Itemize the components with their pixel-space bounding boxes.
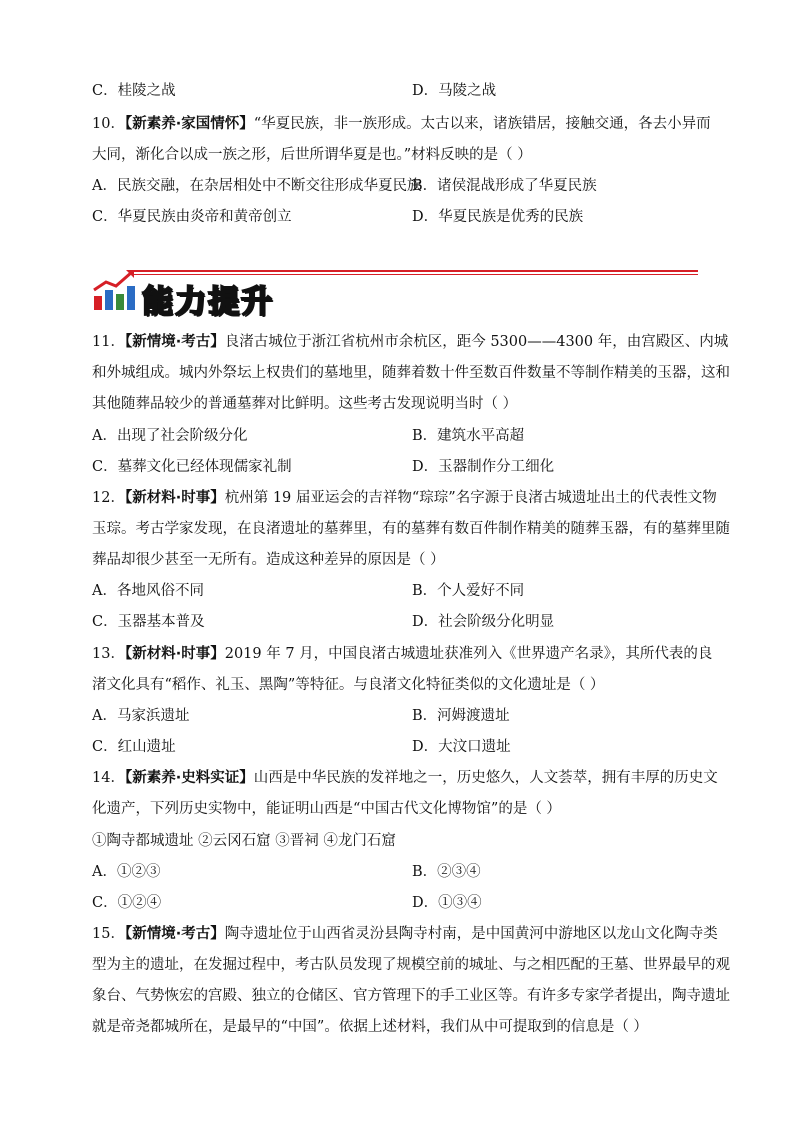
q12-option-b: B．个人爱好不同 (412, 583, 525, 599)
q10-option-a: A．民族交融，在杂居相处中不断交往形成华夏民族 (92, 178, 422, 194)
q10-option-d: D．华夏民族是优秀的民族 (412, 209, 584, 225)
q13-option-b: B．河姆渡遗址 (412, 708, 510, 724)
q14-option-b: B．②③④ (412, 864, 481, 880)
q10-tag: 【新素养·家国情怀】 (124, 116, 254, 132)
q12-text1: 杭州第 19 届亚运会的吉祥物“琮琮”名字源于良渚古城遗址出土的代表性文物 (224, 490, 717, 506)
q14-stem-line1 (92, 768, 718, 788)
q15-text1: 陶寺遗址位于山西省灵汾县陶寺村南，是中国黄河中游地区以龙山文化陶寺类 (224, 926, 718, 942)
q9-option-d: D．马陵之战 (412, 83, 497, 99)
q11-option-a: A．出现了社会阶级分化 (92, 428, 248, 444)
q15-stem-line2: 型为主的遗址，在发掘过程中，考古队员发现了规模空前的城址、与之相匹配的王墓、世界最早的观 (92, 957, 730, 973)
section-title: 能力提升 (142, 284, 274, 320)
q12-stem-line3: 葬品却很少甚至一无所有。造成这种差异的原因是（ ） (92, 552, 445, 568)
q14-option-d: D．①③④ (412, 895, 482, 911)
q13-option-a: A．马家浜遗址 (92, 708, 190, 724)
q15-number: 15． (92, 926, 125, 942)
q13-option-d: D．大汶口遗址 (412, 739, 511, 755)
q11-option-d: D．玉器制作分工细化 (412, 459, 555, 475)
q14-option-c: C．①②④ (92, 895, 162, 911)
q13-text1: 2019 年 7 月，中国良渚古城遗址获准列入《世界遗产名录》，其所代表的良 (224, 646, 713, 662)
q10-number: 10． (92, 116, 125, 132)
q13-stem-line1 (92, 644, 713, 664)
q13-stem-line2: 渚文化具有“稻作、礼玉、黑陶”等特征。与良渚文化特征类似的文化遗址是（ ） (92, 677, 605, 693)
banner-rule (132, 270, 698, 272)
q10-stem-line2: 大同，渐化合以成一族之形，后世所谓华夏是也。”材料反映的是（ ） (92, 147, 532, 163)
q10-option-b: B．诸侯混战形成了华夏民族 (412, 178, 597, 194)
q9-option-c: C．桂陵之战 (92, 83, 176, 99)
q11-stem-line3: 其他随葬品较少的普通墓葬对比鲜明。这些考古发现说明当时（ ） (92, 396, 518, 412)
q11-option-b: B．建筑水平高超 (412, 428, 525, 444)
q11-option-c: C．墓葬文化已经体现儒家礼制 (92, 459, 292, 475)
q12-option-a: A．各地风俗不同 (92, 583, 204, 599)
q10-text1: “华夏民族，非一族形成。太古以来，诸族错居，接触交通，各去小异而 (253, 116, 711, 132)
q12-stem-line2: 玉琮。考古学家发现，在良渚遗址的墓葬里，有的墓葬有数百件制作精美的随葬玉器，有的墓葬里随 (92, 521, 730, 537)
q12-option-d: D．社会阶级分化明显 (412, 614, 555, 630)
q12-number: 12． (92, 490, 125, 506)
q11-number: 11． (92, 334, 125, 350)
q15-stem-line4: 就是帝尧都城所在，是最早的“中国”。依据上述材料，我们从中可提取到的信息是（ ） (92, 1019, 648, 1035)
q15-tag: 【新情境·考古】 (124, 926, 225, 942)
q11-tag: 【新情境·考古】 (124, 334, 225, 350)
q12-stem-line1 (92, 488, 717, 508)
q15-stem-line1 (92, 924, 718, 944)
q12-tag: 【新材料·时事】 (124, 490, 225, 506)
banner-rule-thin (132, 274, 698, 275)
q14-option-a: A．①②③ (92, 864, 161, 880)
q13-tag: 【新材料·时事】 (124, 646, 225, 662)
q14-text1: 山西是中华民族的发祥地之一，历史悠久，人文荟萃，拥有丰厚的历史文 (253, 770, 718, 786)
q11-stem-line1 (92, 332, 729, 352)
q14-tag: 【新素养·史料实证】 (124, 770, 254, 786)
q13-option-c: C．红山遗址 (92, 739, 176, 755)
q14-items: ①陶寺都城遗址 ②云冈石窟 ③晋祠 ④龙门石窟 (92, 833, 396, 849)
q14-number: 14． (92, 770, 125, 786)
q11-stem-line2: 和外城组成。城内外祭坛上权贵们的墓地里，随葬着数十件至数百件数量不等制作精美的玉器，这和 (92, 365, 730, 381)
q10-option-c: C．华夏民族由炎帝和黄帝创立 (92, 209, 292, 225)
q10-stem-line1 (92, 114, 711, 134)
q13-number: 13． (92, 646, 125, 662)
section-banner (92, 262, 698, 322)
q14-stem-line2: 化遗产，下列历史实物中，能证明山西是“中国古代文化博物馆”的是（ ） (92, 801, 561, 817)
q12-option-c: C．玉器基本普及 (92, 614, 205, 630)
q11-text1: 良渚古城位于浙江省杭州市余杭区，距今 5300——4300 年，由宫殿区、内城 (224, 334, 729, 350)
q15-stem-line3: 象台、气势恢宏的宫殿、独立的仓储区、官方管理下的手工业区等。有许多专家学者提出，陶寺遗址 (92, 988, 730, 1004)
